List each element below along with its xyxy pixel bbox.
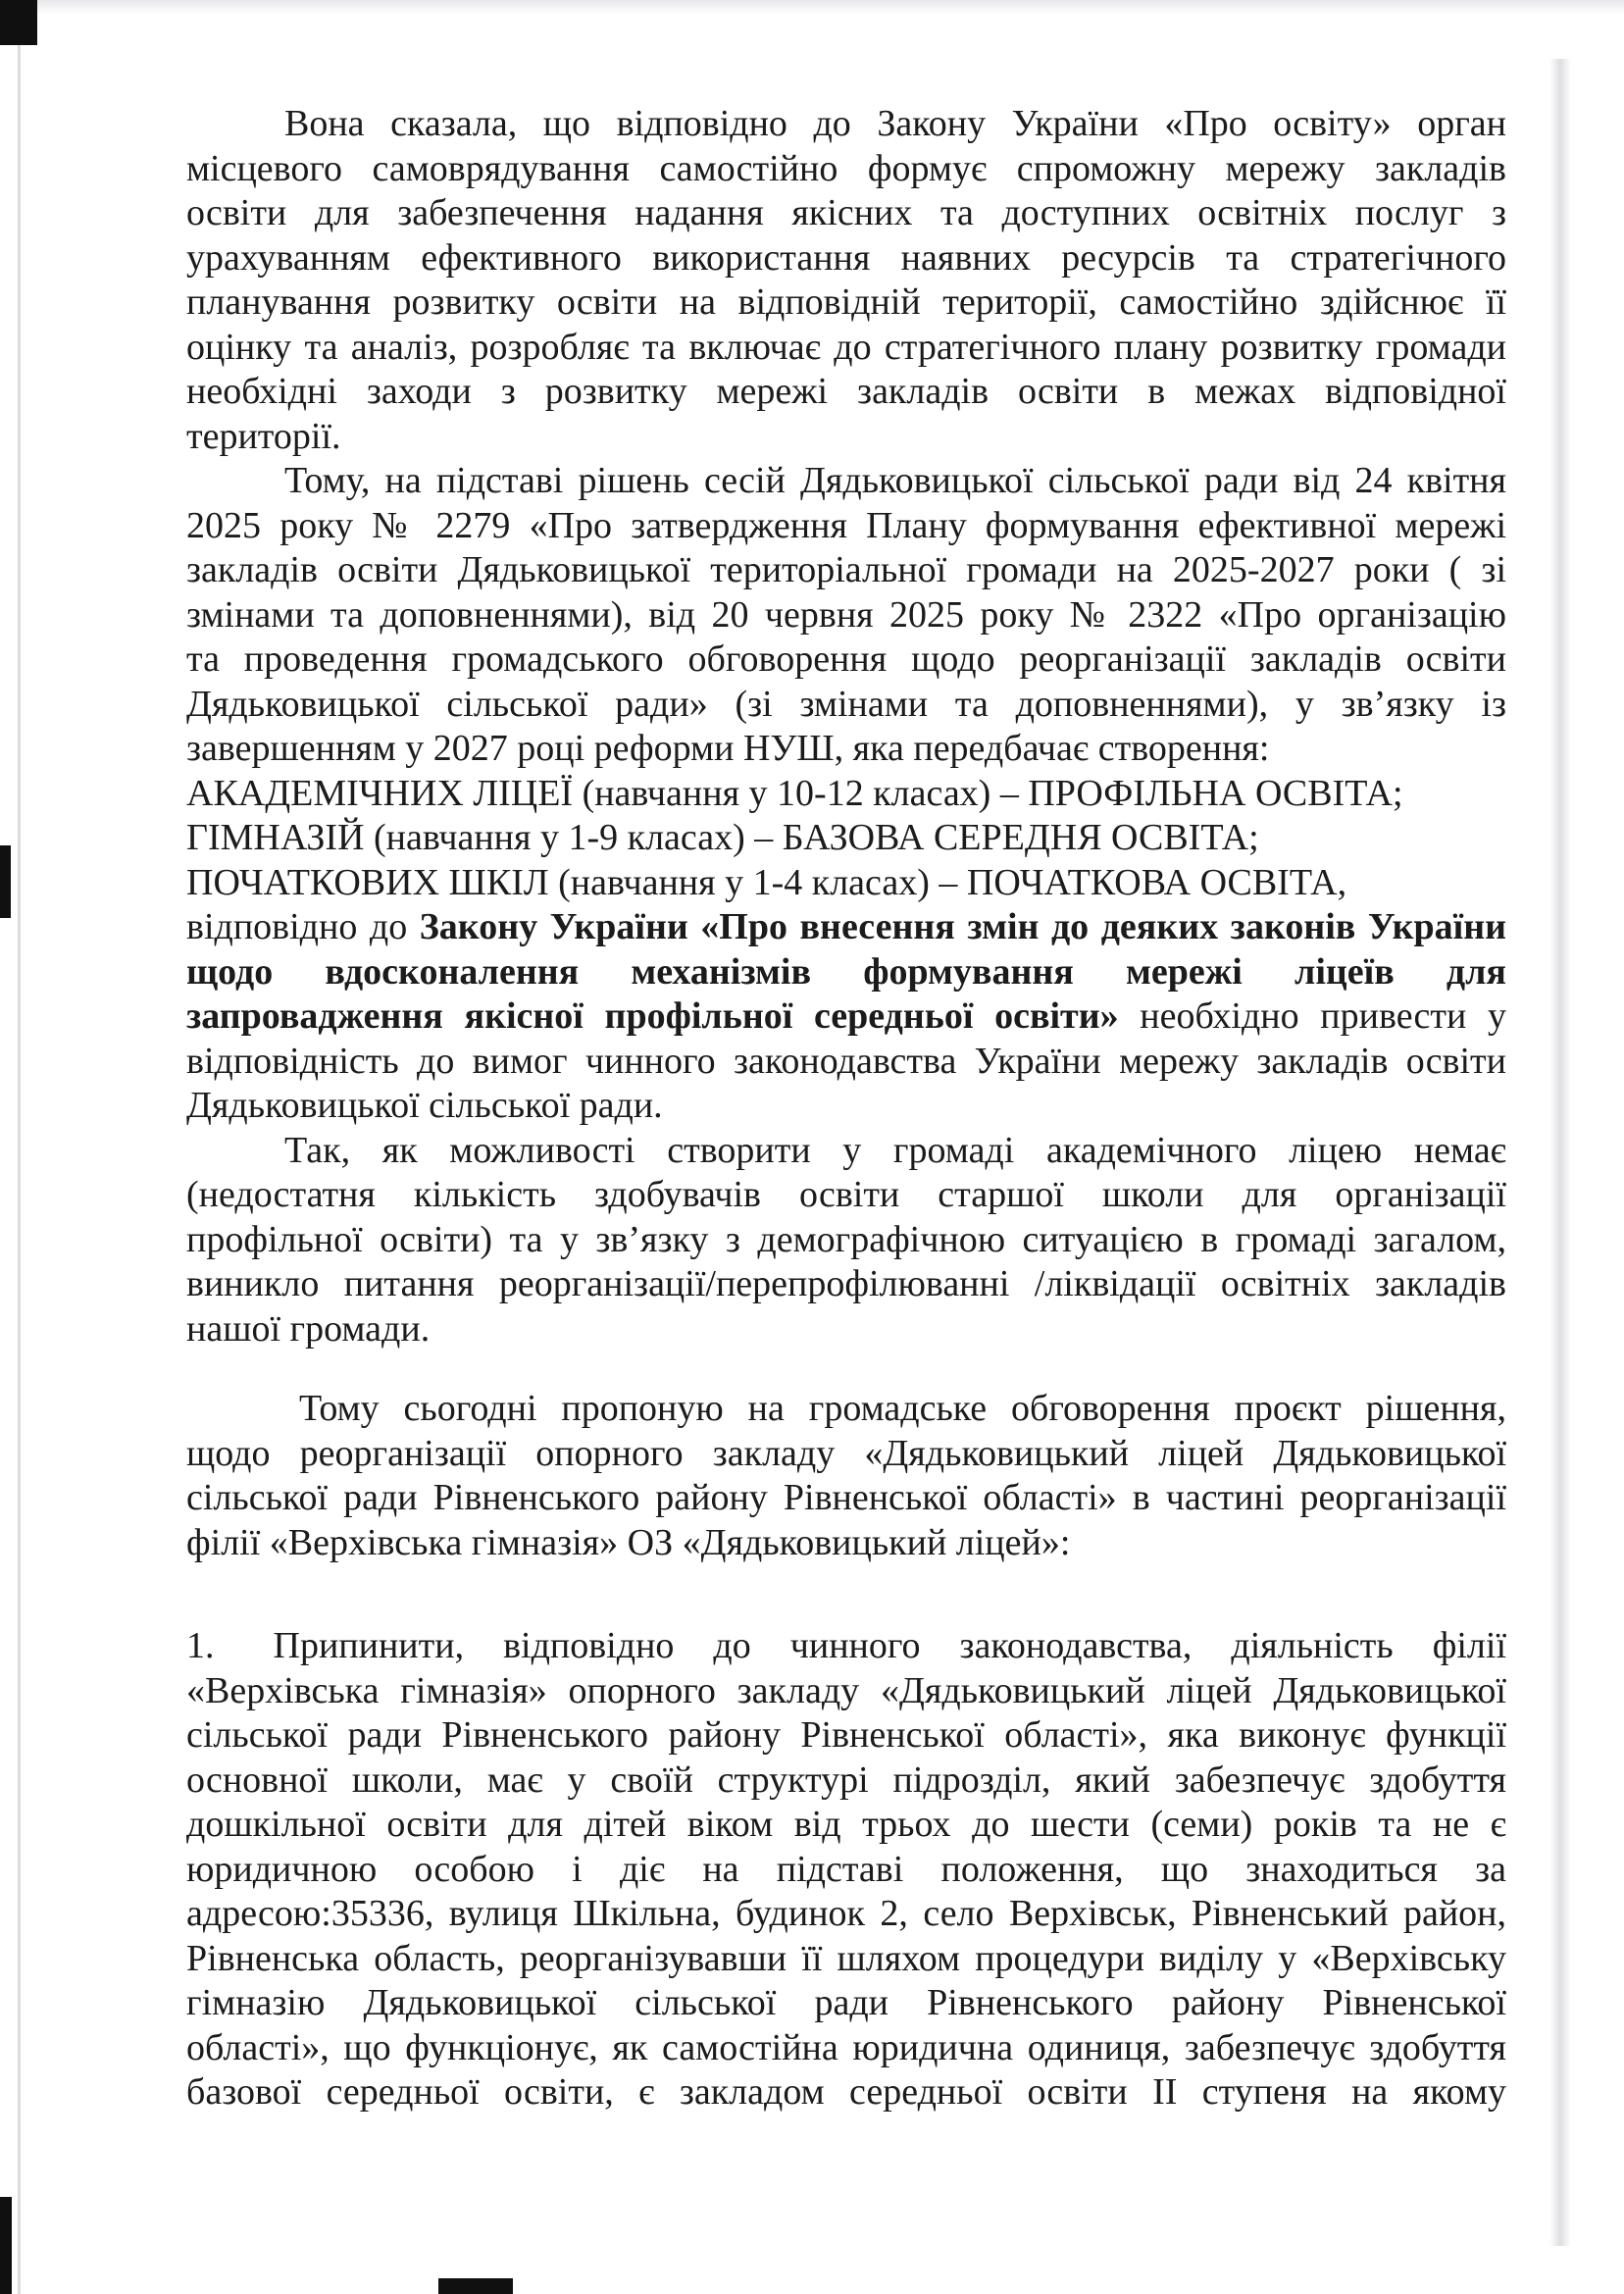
- text-segment: та проведення громадського обговорення щодо реорганізації закладів освіти: [186, 638, 1506, 680]
- text-segment: філії «Верхівська гімназія» ОЗ «Дядьковицький ліцей»:: [186, 1521, 1071, 1563]
- text-line: [186, 370, 1506, 415]
- text-segment: урахуванням ефективного використання наявних ресурсів та стратегічного: [186, 236, 1506, 279]
- text-segment: відповідність до вимог чинного законодавства України мережу закладів освіти: [186, 1040, 1506, 1082]
- text-segment: ПОЧАТКОВИХ ШКІЛ (навчання у 1-4 класах) – ПОЧАТКОВА ОСВІТА,: [186, 861, 1347, 903]
- text-segment: 2025 року № 2279 «Про затвердження Плану формування ефективної мережі: [186, 504, 1506, 546]
- text-line: [186, 1669, 1506, 1714]
- text-line: [186, 1803, 1506, 1848]
- text-line: [186, 593, 1506, 638]
- bold-text-segment: запровадження якісної профільної середньої освіти»: [186, 995, 1119, 1037]
- text-line: [186, 1040, 1506, 1085]
- text-segment: АКАДЕМІЧНИХ ЛІЦЕЇ (навчання у 10-12 класах) – ПРОФІЛЬНА ОСВІТА;: [186, 772, 1403, 814]
- text-segment: Тому, на підставі рішень сесій Дядьковицької сільської ради від 24 квітня: [284, 460, 1506, 501]
- text-segment: території.: [186, 415, 341, 457]
- scan-line-left-edge: [18, 0, 21, 2294]
- text-line: [186, 1084, 1506, 1129]
- text-segment: Так, як можливості створити у громаді академічного ліцею немає: [284, 1129, 1506, 1171]
- paragraph-5-item-1: [186, 1624, 1506, 2116]
- text-segment: виникло питання реорганізації/перепрофілюванні /ліквідації освітніх закладів: [186, 1263, 1506, 1304]
- text-line: [186, 280, 1506, 326]
- text-line: [186, 1981, 1506, 2026]
- text-line: [186, 191, 1506, 236]
- text-line: [186, 1759, 1506, 1804]
- text-line: [186, 1713, 1506, 1759]
- text-segment: Тому сьогодні пропоную на громадське обговорення проєкт рішення,: [299, 1388, 1506, 1429]
- text-line: [186, 1937, 1506, 1982]
- text-segment: щодо реорганізації опорного закладу «Дядьковицький ліцей Дядьковицької: [186, 1432, 1506, 1474]
- text-segment: «Верхівська гімназія» опорного закладу «Дядьковицький ліцей Дядьковицької: [186, 1669, 1506, 1711]
- text-line: [186, 637, 1506, 683]
- text-line: [186, 1307, 1506, 1352]
- text-line: [186, 1848, 1506, 1893]
- text-segment: Вона сказала, що відповідно до Закону України «Про освіту» орган: [284, 103, 1506, 144]
- scan-smudge-right-edge: [1549, 59, 1571, 2246]
- text-segment: закладів освіти Дядьковицької територіальної громади на 2025-2027 роки ( зі: [186, 549, 1506, 590]
- text-segment: гімназію Дядьковицької сільської ради Рівненського району Рівненської: [186, 1982, 1506, 2023]
- text-line: [186, 950, 1506, 995]
- scan-mark-top-left-corner: [0, 0, 37, 45]
- text-segment: (недостатня кількість здобувачів освіти старшої школи для організації: [186, 1174, 1506, 1215]
- text-segment: ГІМНАЗІЙ (навчання у 1-9 класах) – БАЗОВА СЕРЕДНЯ ОСВІТА;: [186, 817, 1259, 858]
- text-line: [186, 772, 1506, 817]
- text-segment: завершенням у 2027 році реформи НУШ, яка передбачає створення:: [186, 728, 1270, 769]
- text-line: [186, 727, 1506, 772]
- text-segment: місцевого самоврядування самостійно формує спроможну мережу закладів: [186, 147, 1506, 189]
- text-segment: Рівненська область, реорганізувавши її шляхом процедури виділу у «Верхівську: [186, 1937, 1506, 1979]
- text-line: [186, 147, 1506, 192]
- text-line: [186, 459, 1506, 504]
- scan-mark-left-edge: [0, 845, 11, 918]
- text-segment: сільської ради Рівненського району Рівненської області» в частині реорганізації: [186, 1477, 1506, 1518]
- text-line: [186, 236, 1506, 281]
- text-segment: планування розвитку освіти на відповідній території, самостійно здійснює її: [186, 281, 1506, 323]
- text-segment: відповідно до: [186, 906, 420, 947]
- text-line: [186, 816, 1506, 861]
- text-line: [186, 1218, 1506, 1263]
- text-line: [186, 1432, 1506, 1477]
- paragraph-1: [186, 102, 1506, 459]
- text-segment: 1.: [186, 1625, 215, 1666]
- text-segment: дошкільної освіти для дітей віком від трьох до шести (семи) років та не є: [186, 1804, 1506, 1845]
- text-line: [186, 1521, 1506, 1566]
- paragraph-3: [186, 1129, 1506, 1352]
- paragraph-4: [186, 1387, 1506, 1565]
- bold-text-segment: щодо вдосконалення механізмів формування мережі ліцеїв для: [186, 950, 1506, 993]
- text-segment: базової середньої освіти, є закладом середньої освіти ІІ ступеня на якому: [186, 2071, 1506, 2113]
- text-segment: необхідні заходи з розвитку мережі закладів освіти в межах відповідної: [186, 371, 1506, 412]
- text-line: [186, 1387, 1506, 1432]
- text-line: [186, 905, 1506, 950]
- text-segment: області», що функціонує, як самостійна юридична одиниця, забезпечує здобуття: [186, 2026, 1506, 2068]
- text-segment: необхідно привести у: [1118, 995, 1506, 1037]
- text-line: [186, 1892, 1506, 1937]
- text-line: [186, 1173, 1506, 1218]
- scan-mark-bottom-left: [0, 2197, 12, 2294]
- text-line: [186, 1262, 1506, 1307]
- text-segment: основної школи, має у своїй структурі підрозділ, який забезпечує здобуття: [186, 1759, 1506, 1801]
- text-segment: освіти для забезпечення надання якісних та доступних освітніх послуг з: [186, 192, 1506, 233]
- text-line: [186, 504, 1506, 549]
- text-line: [186, 102, 1506, 147]
- text-segment: оцінку та аналіз, розробляє та включає до стратегічного плану розвитку громади: [186, 326, 1506, 368]
- text-segment: юридичною особою і діє на підставі положення, що знаходиться за: [186, 1848, 1506, 1890]
- text-line: [186, 1129, 1506, 1174]
- document-body: [186, 102, 1506, 2116]
- text-segment: сільської ради Рівненського району Рівненської області», яка виконує функції: [186, 1714, 1506, 1756]
- text-segment: адресою:35336, вулиця Шкільна, будинок 2, село Верхівськ, Рівненський район,: [186, 1893, 1506, 1934]
- scan-mark-bottom-edge: [438, 2278, 513, 2294]
- text-line: [186, 415, 1506, 460]
- text-line: [186, 2070, 1506, 2116]
- text-segment: Дядьковицької сільської ради» (зі змінами та доповненнями), у зв’язку із: [186, 683, 1506, 725]
- text-line: [186, 2026, 1506, 2071]
- text-segment: Дядьковицької сільської ради.: [186, 1085, 663, 1126]
- text-line: [186, 326, 1506, 371]
- text-line: [186, 683, 1506, 728]
- text-segment: змінами та доповненнями), від 20 червня 2025 року № 2322 «Про організацію: [186, 593, 1506, 636]
- scan-shadow-top-edge: [0, 0, 1624, 14]
- text-line: [186, 1476, 1506, 1521]
- text-line: [186, 1624, 1506, 1669]
- text-segment: нашої громади.: [186, 1307, 431, 1350]
- text-line: [186, 994, 1506, 1040]
- paragraph-2: [186, 459, 1506, 1129]
- text-line: [186, 861, 1506, 906]
- bold-text-segment: Закону України «Про внесення змін до деяких законів України: [419, 906, 1506, 947]
- text-segment: профільної освіти) та у зв’язку з демографічною ситуацією в громаді загалом,: [186, 1218, 1506, 1260]
- text-segment: Припинити, відповідно до чинного законодавства, діяльність філії: [273, 1625, 1506, 1666]
- text-line: [186, 548, 1506, 593]
